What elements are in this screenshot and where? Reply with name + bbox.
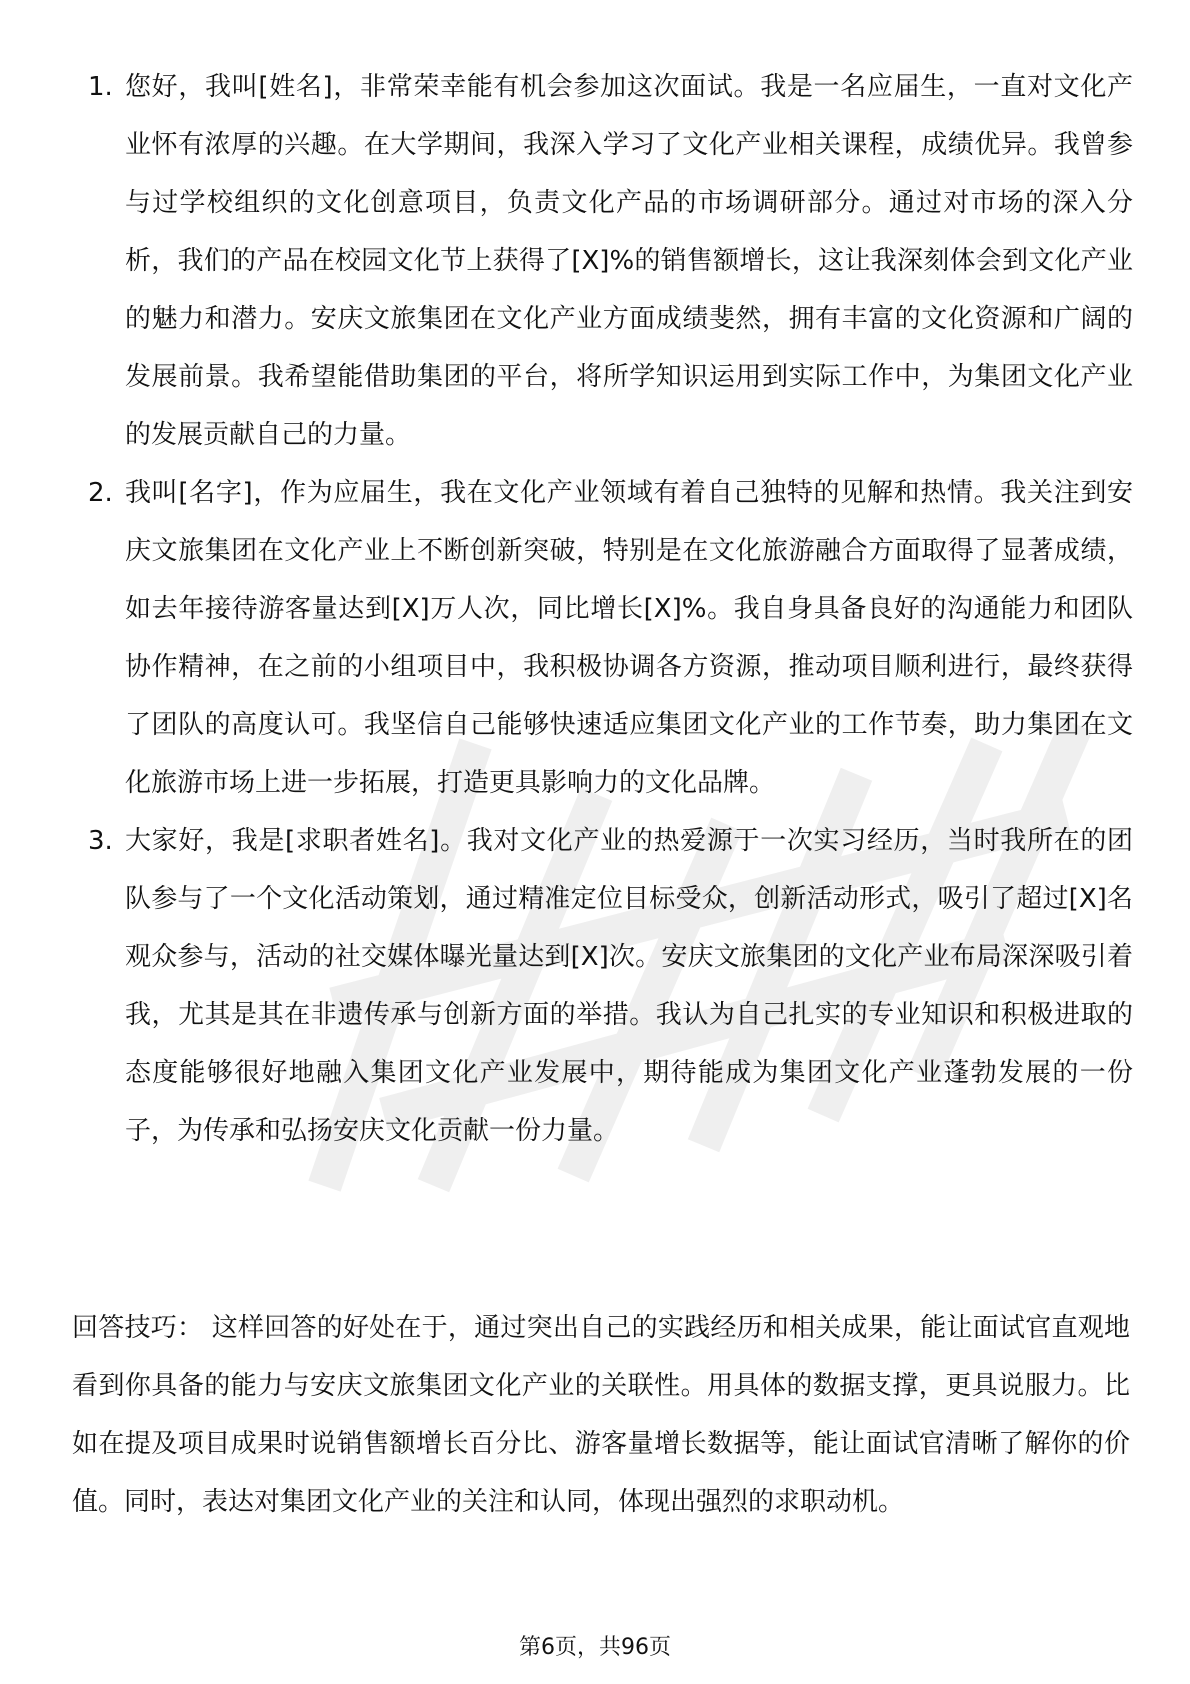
answer-text: 大家好，我是[求职者姓名]。我对文化产业的热爱源于一次实习经历，当时我所在的团队参与了一个文化活动策划，通过精准定位目标受众，创新活动形式，吸引了超过[X]名观众参与，活动的社交媒体曝光量达到[X]次。安庆文旅集团的文化产业布局深深吸引着我，尤其是其在非遗传承与创新方面的举措。我认为自己扎实的专业知识和积极进取的态度能够很好地融入集团文化产业发展中，期待能成为集团文化产业蓬勃发展的一份子，为传承和弘扬安庆文化贡献一份力量。: [125, 826, 1133, 1146]
answer-item-1: [88, 58, 1133, 464]
page-number: 第6页，共96页: [519, 1635, 671, 1660]
answer-number: 3.: [88, 826, 113, 856]
answer-item-3: [88, 812, 1133, 1160]
answer-text: 您好，我叫[姓名]，非常荣幸能有机会参加这次面试。我是一名应届生，一直对文化产业怀有浓厚的兴趣。在大学期间，我深入学习了文化产业相关课程，成绩优异。我曾参与过学校组织的文化创意项目，负责文化产品的市场调研部分。通过对市场的深入分析，我们的产品在校园文化节上获得了[X]%的销售额增长，这让我深刻体会到文化产业的魅力和潜力。安庆文旅集团在文化产业方面成绩斐然，拥有丰富的文化资源和广阔的发展前景。我希望能借助集团的平台，将所学知识运用到实际工作中，为集团文化产业的发展贡献自己的力量。: [125, 72, 1133, 450]
answer-number: 1.: [88, 72, 113, 102]
answer-tips-paragraph: 回答技巧： 这样回答的好处在于，通过突出自己的实践经历和相关成果，能让面试官直观地看到你具备的能力与安庆文旅集团文化产业的关联性。用具体的数据支撑，更具说服力。比如在提及项目成果时说销售额增长百分比、游客量增长数据等，能让面试官清晰了解你的价值。同时，表达对集团文化产业的关注和认同，体现出强烈的求职动机。: [72, 1313, 1130, 1517]
answer-text: 我叫[名字]，作为应届生，我在文化产业领域有着自己独特的见解和热情。我关注到安庆文旅集团在文化产业上不断创新突破，特别是在文化旅游融合方面取得了显著成绩，如去年接待游客量达到[X]万人次，同比增长[X]%。我自身具备良好的沟通能力和团队协作精神，在之前的小组项目中，我积极协调各方资源，推动项目顺利进行，最终获得了团队的高度认可。我坚信自己能够快速适应集团文化产业的工作节奏，助力集团在文化旅游市场上进一步拓展，打造更具影响力的文化品牌。: [125, 478, 1133, 798]
answer-item-2: [88, 464, 1133, 812]
answer-list: [88, 58, 1133, 1160]
answer-number: 2.: [88, 478, 113, 508]
